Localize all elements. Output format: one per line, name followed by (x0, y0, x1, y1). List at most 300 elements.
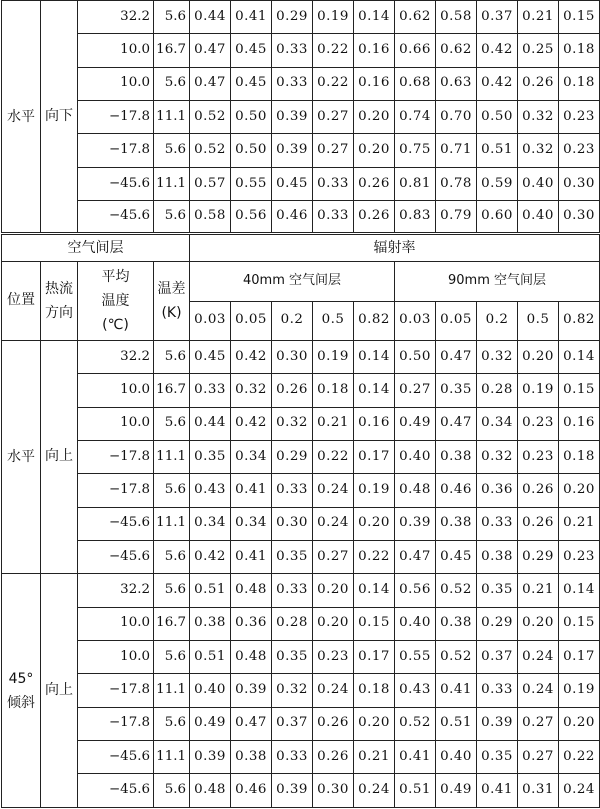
temp-diff-cell: 11.1 (154, 741, 190, 774)
value-cell: 0.23 (313, 641, 354, 674)
value-cell: 0.14 (354, 1, 395, 34)
value-cell: 0.41 (395, 741, 436, 774)
mean-temp-cell: −45.6 (78, 774, 154, 808)
value-cell: 0.52 (190, 134, 231, 167)
value-cell: 0.42 (477, 34, 518, 67)
value-cell: 0.41 (231, 1, 272, 34)
value-cell: 0.23 (518, 440, 559, 473)
value-cell: 0.23 (518, 407, 559, 440)
value-cell: 0.29 (518, 540, 559, 573)
flow-direction-cell: 向下 (41, 1, 78, 234)
value-cell: 0.32 (272, 674, 313, 707)
temp-diff-cell: 5.6 (154, 574, 190, 607)
mean-temp-cell: 10.0 (78, 374, 154, 407)
value-cell: 0.18 (559, 34, 600, 67)
mean-temp-cell: −17.8 (78, 707, 154, 740)
flow-direction-header (41, 262, 78, 341)
temp-diff-cell: 11.1 (154, 101, 190, 134)
value-cell: 0.45 (231, 67, 272, 100)
value-cell: 0.14 (559, 340, 600, 373)
temp-diff-cell: 5.6 (154, 774, 190, 808)
temp-diff-cell: 16.7 (154, 374, 190, 407)
mean-temp-label-3: (℃) (102, 317, 129, 334)
value-cell: 0.35 (272, 641, 313, 674)
mean-temp-cell: −45.6 (78, 741, 154, 774)
value-cell: 0.48 (231, 641, 272, 674)
value-cell: 0.40 (518, 167, 559, 200)
mean-temp-header (78, 262, 154, 341)
value-cell: 0.51 (436, 707, 477, 740)
value-cell: 0.30 (559, 167, 600, 200)
data-row (2, 134, 600, 167)
value-cell: 0.37 (477, 1, 518, 34)
flow-direction-label-1: 热流 (45, 281, 73, 298)
temp-diff-cell: 5.6 (154, 1, 190, 34)
value-cell: 0.22 (559, 741, 600, 774)
value-cell: 0.16 (354, 34, 395, 67)
value-cell: 0.47 (190, 34, 231, 67)
temp-diff-cell: 5.6 (154, 540, 190, 573)
value-cell: 0.22 (313, 34, 354, 67)
mean-temp-cell: −17.8 (78, 674, 154, 707)
mean-temp-cell: −45.6 (78, 540, 154, 573)
value-cell: 0.21 (518, 574, 559, 607)
value-cell: 0.29 (272, 440, 313, 473)
data-row (2, 741, 600, 774)
value-cell: 0.31 (518, 774, 559, 808)
value-cell: 0.42 (231, 407, 272, 440)
temp-diff-cell: 5.6 (154, 707, 190, 740)
mean-temp-cell: 10.0 (78, 641, 154, 674)
data-row (2, 201, 600, 234)
position-label: 水平 (7, 108, 35, 125)
value-cell: 0.47 (190, 67, 231, 100)
value-cell: 0.17 (354, 440, 395, 473)
value-cell: 0.15 (354, 607, 395, 640)
value-cell: 0.26 (518, 67, 559, 100)
data-row (2, 641, 600, 674)
value-cell: 0.24 (518, 641, 559, 674)
value-cell: 0.42 (477, 67, 518, 100)
temp-diff-cell: 11.1 (154, 507, 190, 540)
value-cell: 0.46 (231, 774, 272, 808)
value-cell: 0.19 (559, 674, 600, 707)
value-cell: 0.20 (518, 340, 559, 373)
value-cell: 0.15 (559, 607, 600, 640)
emissivity-value-header: 0.5 (313, 301, 354, 340)
value-cell: 0.20 (354, 134, 395, 167)
value-cell: 0.40 (518, 201, 559, 234)
value-cell: 0.20 (313, 607, 354, 640)
data-row (2, 101, 600, 134)
value-cell: 0.33 (272, 67, 313, 100)
value-cell: 0.32 (518, 134, 559, 167)
value-cell: 0.23 (559, 101, 600, 134)
value-cell: 0.38 (436, 507, 477, 540)
value-cell: 0.29 (477, 607, 518, 640)
mean-temp-cell: 10.0 (78, 34, 154, 67)
value-cell: 0.15 (559, 1, 600, 34)
mean-temp-cell: −45.6 (78, 507, 154, 540)
value-cell: 0.37 (272, 707, 313, 740)
temp-diff-cell: 5.6 (154, 407, 190, 440)
value-cell: 0.33 (477, 507, 518, 540)
value-cell: 0.71 (436, 134, 477, 167)
data-row (2, 67, 600, 100)
value-cell: 0.48 (231, 574, 272, 607)
value-cell: 0.44 (190, 407, 231, 440)
value-cell: 0.14 (354, 340, 395, 373)
value-cell: 0.23 (559, 134, 600, 167)
value-cell: 0.34 (231, 440, 272, 473)
value-cell: 0.28 (272, 607, 313, 640)
value-cell: 0.49 (190, 707, 231, 740)
value-cell: 0.45 (190, 340, 231, 373)
value-cell: 0.78 (436, 167, 477, 200)
data-row (2, 440, 600, 473)
value-cell: 0.42 (190, 540, 231, 573)
value-cell: 0.56 (395, 574, 436, 607)
data-row (2, 407, 600, 440)
value-cell: 0.25 (518, 34, 559, 67)
value-cell: 0.32 (272, 407, 313, 440)
value-cell: 0.33 (272, 474, 313, 507)
value-cell: 0.27 (518, 707, 559, 740)
value-cell: 0.52 (395, 707, 436, 740)
value-cell: 0.39 (477, 707, 518, 740)
value-cell: 0.59 (477, 167, 518, 200)
value-cell: 0.18 (313, 374, 354, 407)
value-cell: 0.20 (313, 574, 354, 607)
emissivity-value-header: 0.03 (190, 301, 231, 340)
value-cell: 0.51 (395, 774, 436, 808)
emissivity-value-header: 0.82 (354, 301, 395, 340)
value-cell: 0.48 (395, 474, 436, 507)
temp-diff-cell: 5.6 (154, 340, 190, 373)
temp-diff-cell: 5.6 (154, 201, 190, 234)
data-row (2, 574, 600, 607)
temp-diff-cell: 11.1 (154, 674, 190, 707)
value-cell: 0.33 (190, 374, 231, 407)
temp-diff-header (154, 262, 190, 341)
value-cell: 0.36 (231, 607, 272, 640)
data-row (2, 507, 600, 540)
value-cell: 0.21 (354, 741, 395, 774)
value-cell: 0.40 (395, 440, 436, 473)
value-cell: 0.18 (354, 674, 395, 707)
data-row (2, 607, 600, 640)
mean-temp-cell: 32.2 (78, 340, 154, 373)
value-cell: 0.40 (395, 607, 436, 640)
emissivity-value-header: 0.2 (477, 301, 518, 340)
temp-diff-cell: 16.7 (154, 607, 190, 640)
temp-diff-cell: 5.6 (154, 641, 190, 674)
value-cell: 0.19 (313, 1, 354, 34)
emissivity-value-header: 0.2 (272, 301, 313, 340)
value-cell: 0.20 (354, 101, 395, 134)
value-cell: 0.14 (354, 574, 395, 607)
value-cell: 0.51 (190, 641, 231, 674)
value-cell: 0.46 (436, 474, 477, 507)
value-cell: 0.37 (477, 641, 518, 674)
value-cell: 0.39 (395, 507, 436, 540)
value-cell: 0.68 (395, 67, 436, 100)
temp-diff-label-2: (K) (161, 305, 182, 322)
value-cell: 0.27 (395, 374, 436, 407)
emissivity-value-header: 0.82 (559, 301, 600, 340)
value-cell: 0.45 (231, 34, 272, 67)
value-cell: 0.26 (313, 707, 354, 740)
position-label: 45° (8, 670, 34, 687)
value-cell: 0.43 (395, 674, 436, 707)
value-cell: 0.26 (354, 201, 395, 234)
value-cell: 0.62 (436, 34, 477, 67)
emissivity-header: 辐射率 (190, 234, 600, 262)
value-cell: 0.45 (272, 167, 313, 200)
value-cell: 0.47 (436, 407, 477, 440)
position-label: 水平 (7, 449, 35, 466)
value-cell: 0.29 (272, 1, 313, 34)
value-cell: 0.49 (436, 774, 477, 808)
value-cell: 0.44 (190, 1, 231, 34)
value-cell: 0.58 (190, 201, 231, 234)
value-cell: 0.30 (559, 201, 600, 234)
flow-direction-cell: 向上 (41, 574, 78, 808)
value-cell: 0.30 (272, 340, 313, 373)
value-cell: 0.52 (190, 101, 231, 134)
value-cell: 0.19 (354, 474, 395, 507)
value-cell: 0.32 (518, 101, 559, 134)
value-cell: 0.20 (559, 707, 600, 740)
value-cell: 0.32 (477, 440, 518, 473)
value-cell: 0.26 (272, 374, 313, 407)
mean-temp-cell: −45.6 (78, 167, 154, 200)
value-cell: 0.15 (559, 374, 600, 407)
value-cell: 0.52 (436, 574, 477, 607)
value-cell: 0.62 (395, 1, 436, 34)
value-cell: 0.33 (477, 674, 518, 707)
value-cell: 0.46 (272, 201, 313, 234)
value-cell: 0.60 (477, 201, 518, 234)
emissivity-value-header: 0.05 (436, 301, 477, 340)
mean-temp-label-2: 温度 (101, 293, 130, 310)
position-cell (2, 574, 41, 808)
value-cell: 0.19 (313, 340, 354, 373)
value-cell: 0.32 (231, 374, 272, 407)
header-row-2 (2, 262, 600, 301)
header-row-1 (2, 234, 600, 262)
value-cell: 0.39 (272, 101, 313, 134)
value-cell: 0.27 (518, 741, 559, 774)
value-cell: 0.70 (436, 101, 477, 134)
value-cell: 0.39 (190, 741, 231, 774)
value-cell: 0.45 (436, 540, 477, 573)
temp-diff-cell: 11.1 (154, 440, 190, 473)
value-cell: 0.51 (477, 134, 518, 167)
value-cell: 0.43 (190, 474, 231, 507)
value-cell: 0.38 (190, 607, 231, 640)
value-cell: 0.22 (313, 440, 354, 473)
value-cell: 0.74 (395, 101, 436, 134)
mean-temp-cell: −17.8 (78, 134, 154, 167)
temp-diff-cell: 5.6 (154, 134, 190, 167)
value-cell: 0.39 (231, 674, 272, 707)
flow-direction-label-2: 方向 (45, 305, 73, 322)
emissivity-value-header: 0.05 (231, 301, 272, 340)
value-cell: 0.21 (313, 407, 354, 440)
value-cell: 0.14 (559, 574, 600, 607)
value-cell: 0.33 (313, 167, 354, 200)
value-cell: 0.26 (518, 474, 559, 507)
temp-diff-cell: 5.6 (154, 474, 190, 507)
value-cell: 0.24 (313, 507, 354, 540)
value-cell: 0.83 (395, 201, 436, 234)
value-cell: 0.23 (559, 540, 600, 573)
data-row (2, 1, 600, 34)
value-cell: 0.49 (395, 407, 436, 440)
value-cell: 0.39 (272, 774, 313, 808)
mean-temp-cell: 10.0 (78, 607, 154, 640)
data-row (2, 540, 600, 573)
mean-temp-cell: −17.8 (78, 440, 154, 473)
data-row (2, 674, 600, 707)
value-cell: 0.41 (477, 774, 518, 808)
value-cell: 0.30 (313, 774, 354, 808)
value-cell: 0.50 (231, 101, 272, 134)
value-cell: 0.33 (313, 201, 354, 234)
value-cell: 0.18 (559, 440, 600, 473)
value-cell: 0.50 (395, 340, 436, 373)
value-cell: 0.16 (559, 407, 600, 440)
value-cell: 0.42 (231, 340, 272, 373)
value-cell: 0.30 (272, 507, 313, 540)
value-cell: 0.41 (436, 674, 477, 707)
data-row (2, 340, 600, 373)
value-cell: 0.38 (436, 607, 477, 640)
value-cell: 0.35 (436, 374, 477, 407)
position-header: 位置 (2, 262, 41, 341)
value-cell: 0.47 (436, 340, 477, 373)
flow-direction-cell: 向上 (41, 340, 78, 573)
value-cell: 0.14 (354, 374, 395, 407)
value-cell: 0.47 (395, 540, 436, 573)
value-cell: 0.34 (190, 507, 231, 540)
value-cell: 0.35 (477, 574, 518, 607)
value-cell: 0.33 (272, 34, 313, 67)
value-cell: 0.22 (354, 540, 395, 573)
mean-temp-cell: 10.0 (78, 67, 154, 100)
data-row (2, 374, 600, 407)
value-cell: 0.56 (231, 201, 272, 234)
value-cell: 0.20 (354, 707, 395, 740)
mean-temp-label-1: 平均 (101, 269, 130, 286)
value-cell: 0.40 (436, 741, 477, 774)
value-cell: 0.38 (477, 540, 518, 573)
temp-diff-label-1: 温差 (157, 281, 186, 298)
value-cell: 0.34 (477, 407, 518, 440)
value-cell: 0.40 (190, 674, 231, 707)
value-cell: 0.26 (518, 507, 559, 540)
value-cell: 0.39 (272, 134, 313, 167)
position-label-2: 倾斜 (7, 694, 35, 711)
mean-temp-cell: −17.8 (78, 474, 154, 507)
mean-temp-cell: −17.8 (78, 101, 154, 134)
value-cell: 0.38 (436, 440, 477, 473)
value-cell: 0.20 (354, 507, 395, 540)
position-cell (2, 1, 41, 234)
mean-temp-cell: 10.0 (78, 407, 154, 440)
value-cell: 0.36 (477, 474, 518, 507)
value-cell: 0.35 (272, 540, 313, 573)
value-cell: 0.24 (313, 674, 354, 707)
air-layer-header: 空气间层 (2, 234, 190, 262)
mean-temp-cell: 32.2 (78, 1, 154, 34)
value-cell: 0.63 (436, 67, 477, 100)
emissivity-value-header: 0.03 (395, 301, 436, 340)
value-cell: 0.57 (190, 167, 231, 200)
value-cell: 0.66 (395, 34, 436, 67)
value-cell: 0.21 (559, 507, 600, 540)
value-cell: 0.33 (272, 574, 313, 607)
value-cell: 0.18 (559, 67, 600, 100)
value-cell: 0.24 (354, 774, 395, 808)
value-cell: 0.55 (231, 167, 272, 200)
value-cell: 0.20 (518, 607, 559, 640)
value-cell: 0.41 (231, 474, 272, 507)
data-row (2, 34, 600, 67)
value-cell: 0.21 (518, 1, 559, 34)
value-cell: 0.50 (477, 101, 518, 134)
value-cell: 0.24 (559, 774, 600, 808)
temp-diff-cell: 16.7 (154, 34, 190, 67)
value-cell: 0.27 (313, 101, 354, 134)
mean-temp-cell: −45.6 (78, 201, 154, 234)
value-cell: 0.19 (518, 374, 559, 407)
value-cell: 0.20 (559, 474, 600, 507)
value-cell: 0.48 (190, 774, 231, 808)
value-cell: 0.51 (190, 574, 231, 607)
position-cell (2, 340, 41, 573)
value-cell: 0.26 (313, 741, 354, 774)
data-row (2, 774, 600, 808)
value-cell: 0.32 (477, 340, 518, 373)
data-row (2, 707, 600, 740)
value-cell: 0.22 (313, 67, 354, 100)
value-cell: 0.27 (313, 540, 354, 573)
value-cell: 0.24 (313, 474, 354, 507)
gap-90-header: 90mm 空气间层 (395, 262, 600, 301)
data-row (2, 474, 600, 507)
value-cell: 0.28 (477, 374, 518, 407)
value-cell: 0.41 (231, 540, 272, 573)
value-cell: 0.34 (231, 507, 272, 540)
temp-diff-cell: 11.1 (154, 167, 190, 200)
value-cell: 0.55 (395, 641, 436, 674)
value-cell: 0.58 (436, 1, 477, 34)
value-cell: 0.47 (231, 707, 272, 740)
value-cell: 0.26 (354, 167, 395, 200)
value-cell: 0.52 (436, 641, 477, 674)
value-cell: 0.17 (354, 641, 395, 674)
value-cell: 0.79 (436, 201, 477, 234)
thermal-resistance-table (1, 0, 600, 808)
value-cell: 0.27 (313, 134, 354, 167)
value-cell: 0.24 (518, 674, 559, 707)
value-cell: 0.75 (395, 134, 436, 167)
value-cell: 0.35 (190, 440, 231, 473)
emissivity-value-header: 0.5 (518, 301, 559, 340)
value-cell: 0.16 (354, 407, 395, 440)
